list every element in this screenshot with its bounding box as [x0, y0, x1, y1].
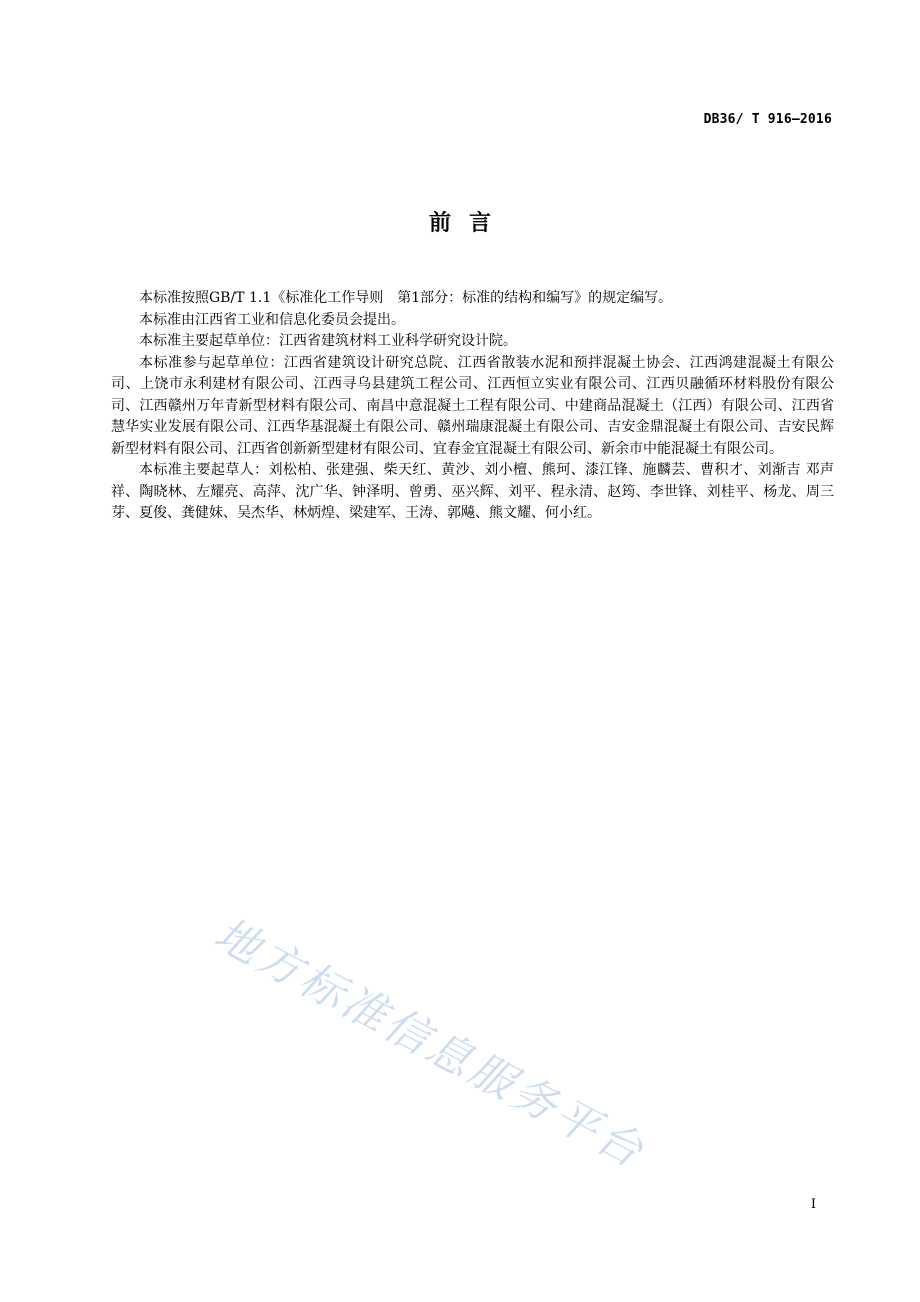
paragraph-participating-units: 本标准参与起草单位：江西省建筑设计研究总院、江西省散装水泥和预拌混凝土协会、江西鸿建混凝土有限公司、上饶市永利建材有限公司、江西寻乌县建筑工程公司、江西恒立实业有限公司、江西贝融循环材料股份有限公司、江西赣州万年青新型材料有限公司、南昌中意混凝土工程有限公司、中建商品混凝土（江西）有限公司、江西省慧华实业发展有限公司、江西华基混凝土有限公司、赣州瑞康混凝土有限公司、吉安金鼎混凝土有限公司、吉安民辉新型材料有限公司、江西省创新新型建材有限公司、宜春金宜混凝土有限公司、新余市中能混凝土有限公司。: [111, 354, 834, 457]
page-number: I: [810, 1197, 816, 1212]
paragraph-drafters: 本标准主要起草人：刘松柏、张建强、柴天红、黄沙、刘小檀、熊珂、漆江锋、施麟芸、曹积才、刘渐吉 邓声祥、陶晓林、左耀亮、高萍、沈广华、钟泽明、曾勇、巫兴辉、刘平、程永清、赵筠、李世锋、刘桂平、杨龙、周三芽、夏俊、龚健妹、吴杰华、林炳煌、梁建军、王涛、郭飚、熊文耀、何小红。: [111, 462, 834, 521]
foreword-body: [111, 288, 834, 525]
document-code: DB36/ T 916—2016: [703, 112, 832, 127]
page-title: 前言: [428, 211, 509, 236]
paragraph-drafting-rules: 本标准按照GB/T 1.1《标准化工作导则 第1部分：标准的结构和编写》的规定编写。: [139, 290, 673, 306]
paragraph-proposer: 本标准由江西省工业和信息化委员会提出。: [139, 311, 405, 328]
watermark: 地方标准信息服务平台: [205, 908, 654, 1179]
paragraph-main-drafting-unit: 本标准主要起草单位：江西省建筑材料工业科学研究设计院。: [139, 333, 517, 349]
